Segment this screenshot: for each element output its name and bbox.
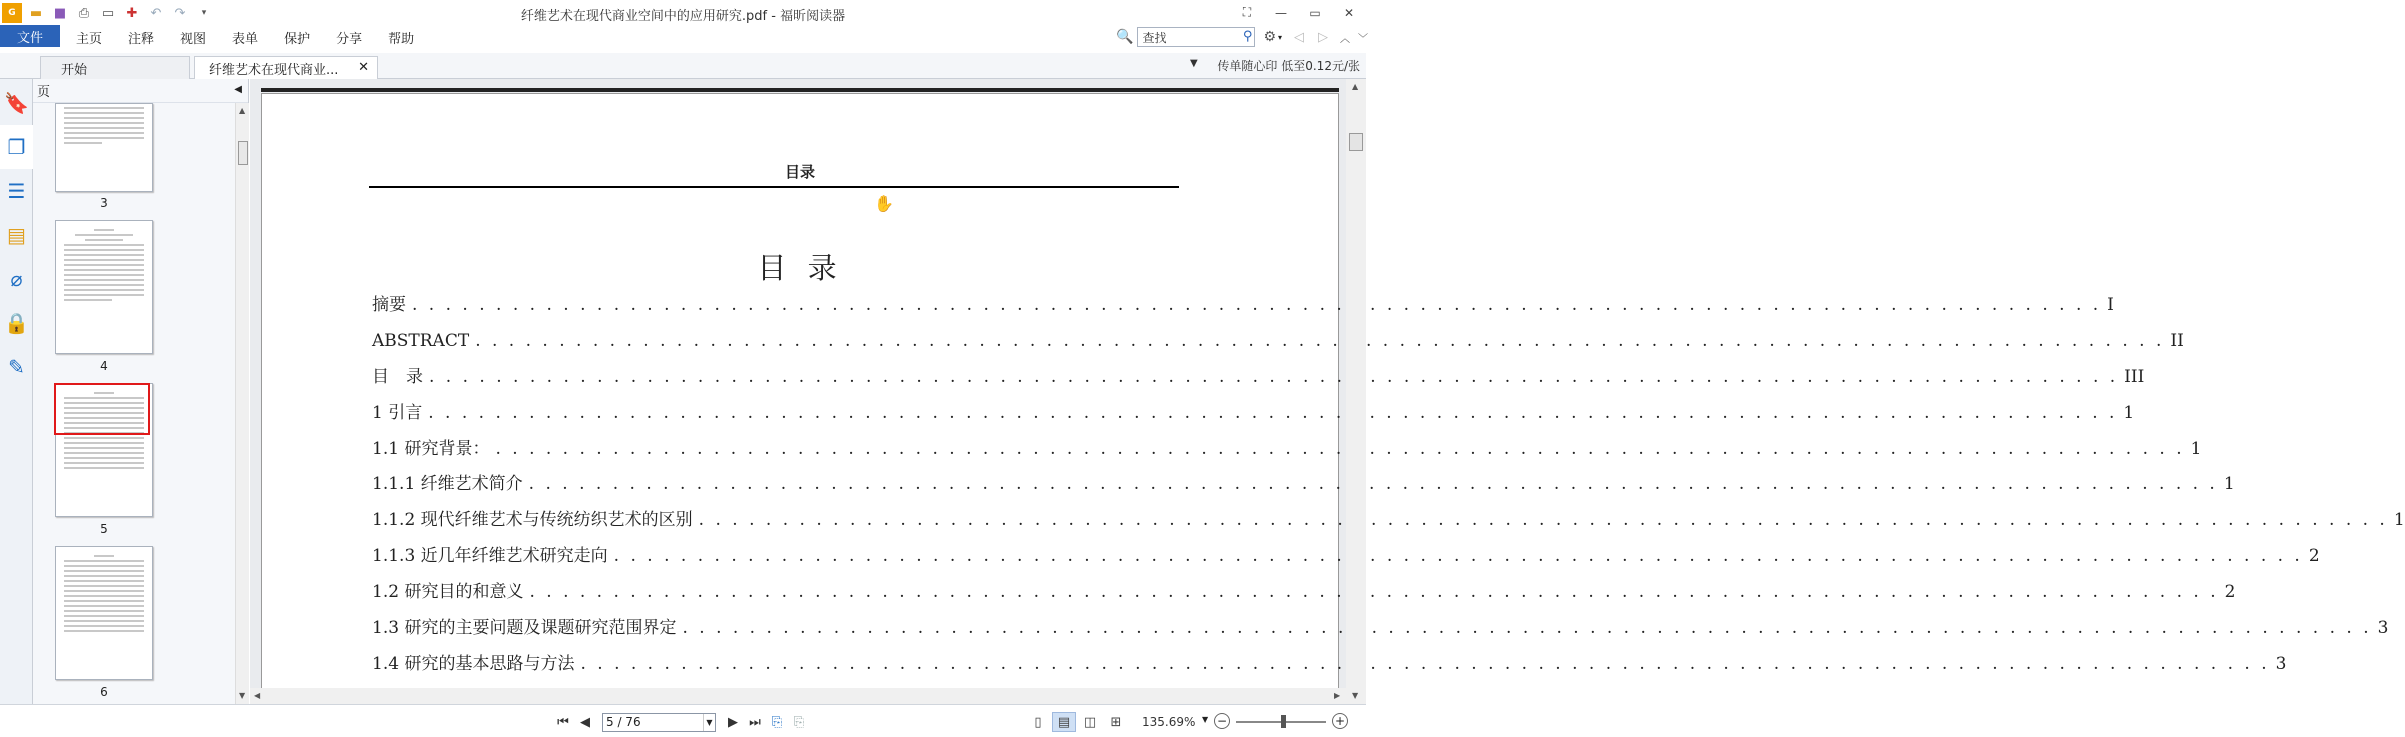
window-title: 纤维艺术在现代商业空间中的应用研究.pdf - 福昕阅读器 [520, 9, 846, 24]
menu-view[interactable]: 视图 [180, 32, 207, 47]
page-number-label: 5 [100, 522, 108, 536]
signature-icon[interactable]: ✎ [8, 355, 25, 379]
toc-page: 3 [2377, 618, 2389, 638]
panel-title: 页 [37, 85, 51, 100]
status-bar [0, 704, 1366, 737]
toc-page: 2 [2308, 546, 2320, 566]
toc-title: 1.2 研究目的和意义 [372, 582, 524, 602]
open-folder-icon[interactable]: ▬ [29, 5, 43, 21]
document-vertical-scrollbar[interactable] [1346, 79, 1366, 704]
toc-title: 摘要 [372, 295, 406, 315]
close-tab-icon[interactable]: ✕ [358, 60, 369, 75]
leader-dots [428, 403, 2117, 423]
save-icon[interactable]: ■ [53, 5, 67, 21]
toc-page: I [2107, 295, 2114, 315]
leader-dots [682, 618, 2371, 638]
toc-entry[interactable] [372, 576, 2236, 602]
security-lock-icon[interactable]: 🔒 [4, 311, 29, 335]
toc-page: 1 [2393, 510, 2405, 530]
thumbnail-scrollbar[interactable] [235, 103, 249, 704]
leader-dots [529, 474, 2218, 494]
undo-icon[interactable]: ↶ [150, 5, 162, 21]
document-viewport[interactable] [250, 79, 2405, 704]
facing-pages-icon[interactable]: ◫ [1083, 714, 1097, 730]
close-button[interactable]: ✕ [1343, 5, 1355, 20]
continuous-facing-icon[interactable]: ⊞ [1110, 714, 1122, 730]
toc-title: 目 录 [372, 367, 423, 387]
zoom-out-icon[interactable]: − [1214, 713, 1230, 729]
document-horizontal-scrollbar[interactable] [250, 688, 1346, 704]
scan-icon[interactable]: ▭ [101, 5, 115, 21]
scroll-up-icon[interactable]: ▲ [239, 106, 246, 115]
scrollbar-thumb[interactable] [1349, 133, 1363, 151]
thumbnail-panel [33, 79, 249, 704]
menu-help[interactable]: 帮助 [388, 32, 415, 47]
menu-protect[interactable]: 保护 [284, 32, 311, 47]
previous-result-icon[interactable]: ◁ [1294, 29, 1305, 45]
last-page-icon[interactable]: ⏭ [749, 714, 761, 730]
toc-title: 1.1.1 纤维艺术简介 [372, 474, 523, 494]
redo-icon[interactable]: ↷ [174, 5, 186, 21]
pdf-page[interactable] [261, 93, 2405, 693]
page-indicator: 5 / 76 [606, 715, 641, 729]
chevron-down-icon[interactable]: ▼ [1202, 715, 1209, 724]
toc-entry[interactable] [372, 648, 2287, 674]
find-folder-icon[interactable]: 🔍 [1116, 29, 1134, 45]
page-number-label: 3 [100, 196, 108, 210]
toc-title: 1.1.3 近几年纤维艺术研究走向 [372, 546, 608, 566]
leader-dots [429, 367, 2118, 387]
leader-dots [412, 295, 2101, 315]
toc-title: 1.4 研究的基本思路与方法 [372, 654, 575, 674]
ribbon-options-icon[interactable]: ﹀ [1358, 33, 1369, 45]
toc-page: 1 [2123, 403, 2135, 423]
leader-dots [475, 331, 2164, 351]
scrollbar-thumb[interactable] [238, 141, 248, 165]
toc-title: 1 引言 [372, 403, 423, 423]
title-bar [0, 0, 1366, 25]
current-page-highlight [54, 383, 150, 435]
scroll-left-icon[interactable]: ◀ [254, 691, 261, 700]
toc-page: II [2170, 331, 2184, 351]
window-controls [1230, 0, 1366, 25]
collapse-ribbon-icon[interactable]: ︿ [1340, 33, 1351, 45]
page-layout-controls [1026, 712, 1130, 732]
settings-gear-icon[interactable]: ⚙ [1263, 29, 1276, 45]
navigation-panel-rail [0, 79, 33, 737]
toc-entry[interactable] [372, 325, 2184, 351]
toc-page: 1 [2223, 474, 2235, 494]
tab-start[interactable] [40, 56, 190, 79]
chevron-down-icon[interactable]: ▼ [703, 714, 715, 731]
scroll-down-icon[interactable]: ▼ [1352, 691, 1359, 700]
menu-form[interactable]: 表单 [232, 32, 259, 47]
zoom-level[interactable]: 135.69% [1142, 715, 1196, 729]
menu-bar [0, 25, 1369, 49]
toc-entry[interactable] [372, 361, 2145, 387]
tab-document-label: 纤维艺术在现代商业... [209, 62, 339, 78]
leader-dots [614, 546, 2303, 566]
file-menu[interactable]: 文件 [0, 25, 60, 47]
page-thumbnails-icon[interactable]: ❐ [0, 125, 33, 169]
page-thumbnail-3[interactable] [55, 103, 153, 192]
toc-title: 1.1 研究背景： [372, 439, 490, 459]
fullscreen-icon[interactable]: ⛶ [1242, 5, 1252, 19]
maximize-button[interactable]: ▭ [1309, 5, 1321, 20]
toc-entry[interactable] [372, 504, 2405, 530]
page-number-input[interactable] [602, 713, 716, 732]
toc-entry[interactable] [372, 289, 2114, 315]
previous-page-icon[interactable]: ◀ [580, 714, 590, 730]
ad-banner[interactable]: 传单随心印 低至0.12元/张 [1217, 59, 1360, 73]
toc-entry[interactable] [372, 433, 2202, 459]
toc-title: 1.3 研究的主要问题及课题研究范围界定 [372, 618, 677, 638]
new-icon[interactable]: ✚ [126, 5, 138, 21]
tab-start-label: 开始 [61, 62, 88, 78]
tab-list-dropdown-icon[interactable]: ▼ [1190, 58, 1198, 69]
comments-icon[interactable]: ▤ [7, 223, 26, 247]
page-number-label: 4 [100, 359, 108, 373]
page-thumbnail-4[interactable] [55, 220, 153, 354]
scroll-down-icon[interactable]: ▼ [239, 691, 246, 700]
next-result-icon[interactable]: ▷ [1318, 29, 1329, 45]
toc-entry[interactable] [372, 397, 2135, 423]
toc-page: 1 [2190, 439, 2202, 459]
scroll-right-icon[interactable]: ▶ [1334, 691, 1341, 700]
search-icon[interactable]: ⚲ [1242, 29, 1253, 44]
single-page-icon[interactable]: ▯ [1034, 714, 1042, 730]
continuous-page-icon[interactable]: ▤ [1052, 712, 1076, 732]
tab-document[interactable] [194, 56, 378, 79]
first-page-icon[interactable]: ⏮ [557, 714, 569, 730]
search-placeholder: 查找 [1142, 30, 1167, 45]
hand-cursor-icon: ✋ [874, 194, 894, 213]
toc-title: 1.1.2 现代纤维艺术与传统纺织艺术的区别 [372, 510, 693, 530]
print-icon[interactable]: ⎙ [78, 5, 90, 21]
zoom-slider-handle[interactable] [1281, 715, 1286, 728]
zoom-in-icon[interactable]: + [1332, 713, 1348, 729]
leader-dots [495, 439, 2184, 459]
header-rule [369, 186, 1179, 188]
chevron-down-icon[interactable]: ▾ [1278, 32, 1283, 42]
toc-page: 3 [2275, 654, 2287, 674]
toc-page: 2 [2224, 582, 2236, 602]
toc-page: III [2124, 367, 2145, 387]
leader-dots [580, 654, 2269, 674]
toc-entry[interactable] [372, 612, 2389, 638]
next-view-icon[interactable]: ⎘ [793, 714, 805, 730]
menu-home[interactable]: 主页 [76, 32, 103, 47]
page-number-label: 6 [100, 685, 108, 699]
search-input[interactable] [1137, 27, 1255, 47]
layers-icon[interactable]: ☰ [7, 179, 26, 203]
thumbnail-panel-header [33, 79, 248, 103]
toc-heading: 目 录 [757, 251, 843, 285]
previous-view-icon[interactable]: ⎘ [771, 714, 783, 730]
page-thumbnail-6[interactable] [55, 546, 153, 680]
toc-title: ABSTRACT [372, 331, 470, 351]
page-navigation [552, 712, 810, 732]
menu-share[interactable]: 分享 [336, 32, 363, 47]
toc-entry[interactable] [372, 468, 2235, 494]
menu-comment[interactable]: 注释 [128, 32, 155, 47]
collapse-panel-icon[interactable]: ◀ [234, 84, 242, 95]
attachments-icon[interactable]: ⌀ [10, 267, 23, 291]
leader-dots [699, 510, 2388, 530]
leader-dots [529, 582, 2218, 602]
toc-entry[interactable] [372, 540, 2320, 566]
previous-page-edge [261, 88, 1339, 92]
app-logo-icon[interactable]: G [2, 3, 22, 23]
running-header: 目录 [784, 163, 815, 181]
bookmark-icon[interactable]: 🔖 [4, 91, 29, 115]
customize-icon[interactable]: ▾ [201, 8, 207, 18]
minimize-button[interactable]: — [1275, 5, 1287, 20]
document-tab-bar [0, 53, 1366, 79]
next-page-icon[interactable]: ▶ [728, 714, 738, 730]
scroll-up-icon[interactable]: ▲ [1352, 82, 1359, 91]
